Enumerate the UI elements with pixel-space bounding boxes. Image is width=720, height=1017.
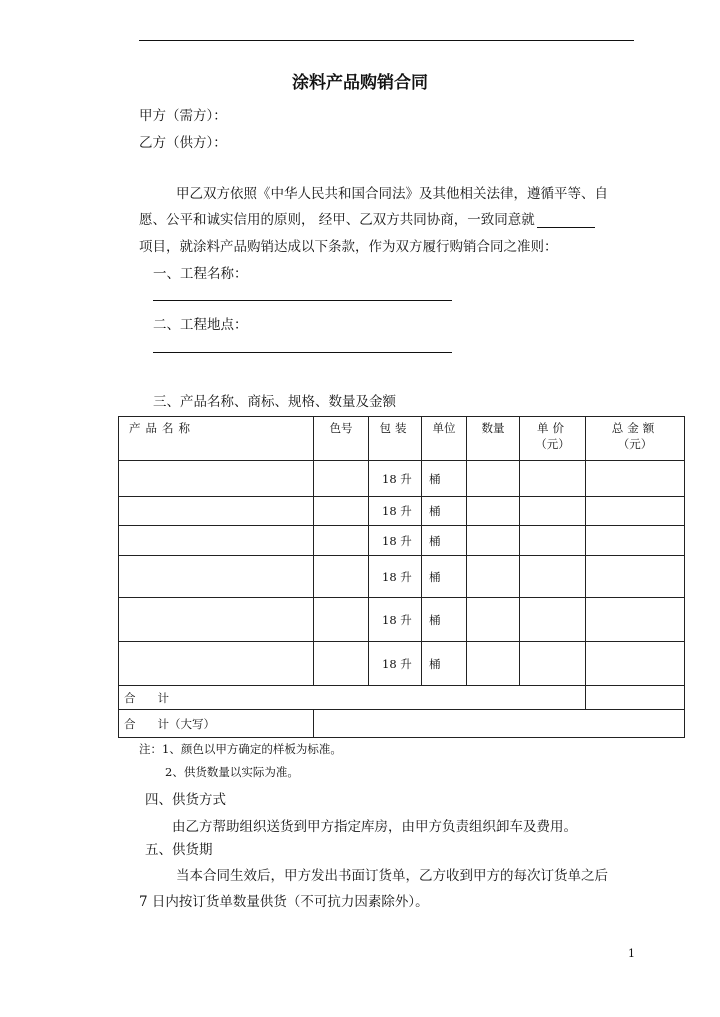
table-row [119, 497, 685, 526]
total-value-cell [586, 686, 685, 710]
total-amount-label: 总金额 [611, 421, 659, 435]
intro-line-2-text: 愿、公平和诚实信用的原则， 经甲、乙双方共同协商，一致同意就 [139, 212, 535, 228]
header-quantity: 数量 [467, 417, 520, 461]
table-row [119, 461, 685, 497]
cell-package: 18 升 [369, 642, 422, 686]
section-products: 三、产品名称、商标、规格、数量及金额 [153, 394, 396, 410]
cell-package: 18 升 [369, 556, 422, 598]
intro-line-2 [139, 208, 595, 228]
intro-line-3: 项目，就涂料产品购销达成以下条款，作为双方履行购销合同之准则： [139, 239, 558, 255]
cell-package: 18 升 [369, 598, 422, 642]
cell-quantity [467, 556, 520, 598]
total-amount-currency: （元） [617, 437, 653, 451]
cell-quantity [467, 526, 520, 556]
cell-total [586, 497, 685, 526]
delivery-method-body: 由乙方帮助组织送货到甲方指定库房，由甲方负责组织卸车及费用。 [172, 819, 577, 835]
section-delivery-period: 五、供货期 [145, 842, 213, 858]
header-rule [139, 40, 634, 41]
total-label-cell [119, 686, 586, 710]
cell-unit-price [520, 642, 586, 686]
product-table [118, 416, 685, 738]
cell-color [314, 526, 369, 556]
header-color: 色号 [314, 417, 369, 461]
header-unit-price [520, 417, 586, 461]
cell-unit: 桶 [422, 526, 467, 556]
total-label-a: 合 [124, 690, 158, 705]
unit-price-currency: （元） [535, 437, 570, 451]
cell-color [314, 598, 369, 642]
cell-package: 18 升 [369, 461, 422, 497]
header-unit: 单位 [422, 417, 467, 461]
table-row [119, 598, 685, 642]
cell-package: 18 升 [369, 497, 422, 526]
cell-color [314, 642, 369, 686]
section-project-name: 一、工程名称： [153, 266, 248, 282]
total-caps-value-cell [314, 710, 685, 738]
table-header-row [119, 417, 685, 461]
cell-color [314, 461, 369, 497]
cell-total [586, 461, 685, 497]
intro-line-1: 甲乙双方依照《中华人民共和国合同法》及其他相关法律，遵循平等、自 [176, 186, 608, 202]
cell-quantity [467, 598, 520, 642]
note-2: 2、供货数量以实际为准。 [165, 765, 299, 779]
section-delivery-method: 四、供货方式 [145, 792, 226, 808]
project-name-blank [153, 300, 452, 301]
cell-color [314, 497, 369, 526]
cell-total [586, 526, 685, 556]
cell-product [119, 526, 314, 556]
total-caps-label-b: 计（大写） [157, 716, 215, 731]
header-product: 产品名称 [119, 417, 314, 461]
table-row [119, 526, 685, 556]
party-a-label: 甲方（需方）： [139, 108, 227, 124]
project-blank [537, 213, 595, 228]
header-package: 包装 [369, 417, 422, 461]
total-label-b: 计 [157, 690, 169, 705]
total-caps-label-cell [119, 710, 314, 738]
cell-color [314, 556, 369, 598]
cell-unit: 桶 [422, 461, 467, 497]
cell-unit-price [520, 461, 586, 497]
cell-product [119, 461, 314, 497]
table-total-caps-row [119, 710, 685, 738]
page-number: 1 [628, 947, 635, 960]
unit-price-label: 单价 [537, 421, 568, 435]
document-title: 涂料产品购销合同 [292, 73, 428, 93]
party-b-label: 乙方（供方）： [139, 135, 227, 151]
cell-package: 18 升 [369, 526, 422, 556]
total-caps-label-a: 合 [124, 716, 158, 731]
table-total-row [119, 686, 685, 710]
cell-quantity [467, 461, 520, 497]
project-location-blank [153, 352, 452, 353]
cell-total [586, 598, 685, 642]
cell-unit-price [520, 497, 586, 526]
table-row [119, 556, 685, 598]
cell-unit: 桶 [422, 642, 467, 686]
cell-product [119, 556, 314, 598]
cell-unit-price [520, 556, 586, 598]
delivery-period-line-2: 7 日内按订货单数量供货（不可抗力因素除外）。 [139, 894, 429, 910]
cell-quantity [467, 642, 520, 686]
cell-unit: 桶 [422, 556, 467, 598]
cell-unit-price [520, 526, 586, 556]
cell-total [586, 556, 685, 598]
cell-total [586, 642, 685, 686]
cell-product [119, 497, 314, 526]
cell-product [119, 598, 314, 642]
cell-product [119, 642, 314, 686]
delivery-period-line-1: 当本合同生效后，甲方发出书面订货单，乙方收到甲方的每次订货单之后 [176, 868, 608, 884]
cell-unit: 桶 [422, 497, 467, 526]
note-1: 注：1、颜色以甲方确定的样板为标准。 [139, 742, 342, 756]
table-row [119, 642, 685, 686]
cell-unit: 桶 [422, 598, 467, 642]
header-total-amount [586, 417, 685, 461]
cell-unit-price [520, 598, 586, 642]
section-project-location: 二、工程地点： [153, 317, 248, 333]
cell-quantity [467, 497, 520, 526]
